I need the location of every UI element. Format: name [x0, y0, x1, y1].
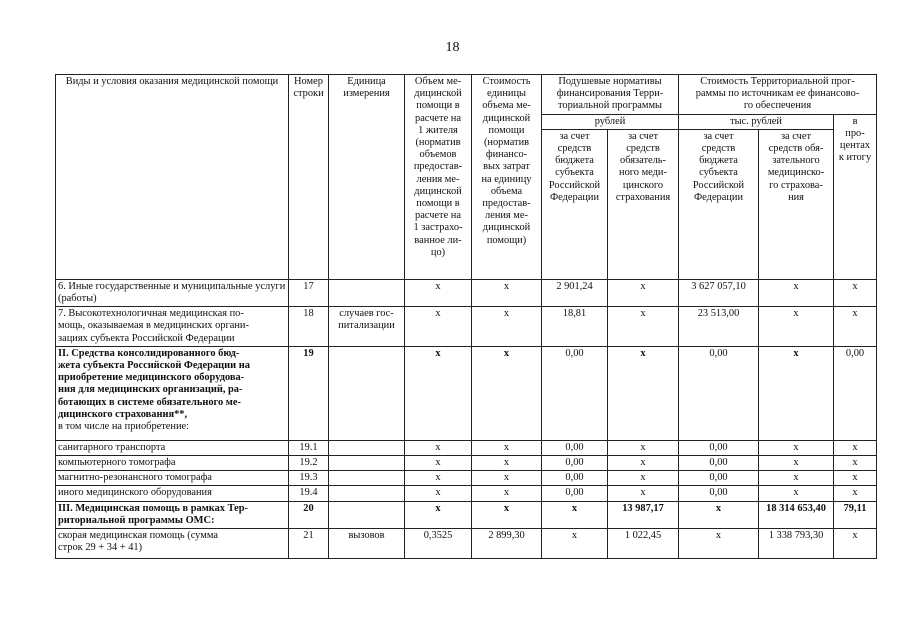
row-label: магнитно-резонансного томографа [56, 471, 289, 486]
row-volume: х [405, 456, 472, 471]
table-row [56, 307, 877, 347]
row-unit [329, 279, 405, 306]
row-number: 21 [289, 529, 329, 559]
row-unit [329, 440, 405, 455]
row-label: санитарного транспорта [56, 440, 289, 455]
row-percent: х [834, 307, 877, 347]
header-total-budget: за счет средств бюджета субъекта Российской Федерации [679, 129, 759, 279]
row-percent: х [834, 486, 877, 501]
row-number: 19.2 [289, 456, 329, 471]
row-label-cell [56, 346, 289, 440]
row-total-oms: х [759, 486, 834, 501]
row-total-budget: 0,00 [679, 456, 759, 471]
row-total-budget: х [679, 529, 759, 559]
header-unit-thousand-rub: тыс. рублей [679, 114, 834, 129]
row-cost: х [472, 307, 542, 347]
row-total-budget: 0,00 [679, 471, 759, 486]
row-total-oms: х [759, 440, 834, 455]
row-total-budget: 0,00 [679, 346, 759, 440]
row-norm-budget: 0,00 [542, 440, 608, 455]
row-norm-oms: х [608, 346, 679, 440]
row-number: 19.1 [289, 440, 329, 455]
header-percent: в про- центах к итогу [834, 114, 877, 279]
row-norm-oms: х [608, 440, 679, 455]
row-total-budget: 0,00 [679, 486, 759, 501]
row-unit: вызовов [329, 529, 405, 559]
header-cost: Стоимость единицы объема ме- дицинской помощи (норматив финансо- вых затрат на единицу объема предостав- ления ме- дицинской помощи) [472, 75, 542, 280]
row-norm-budget: 2 901,24 [542, 279, 608, 306]
row-total-oms: х [759, 307, 834, 347]
row-percent: х [834, 279, 877, 306]
row-volume: х [405, 501, 472, 528]
row-cost: х [472, 486, 542, 501]
row-label: II. Средства консолидированного бюд- жета субъекта Российской Федерации на приобретение медицинского оборудова- ния для медицинских организаций, ра- ботающих в системе обязательного ме- дицинского страхования**, [58, 347, 250, 420]
row-norm-oms: х [608, 471, 679, 486]
row-unit [329, 346, 405, 440]
row-percent: х [834, 471, 877, 486]
row-total-budget: х [679, 501, 759, 528]
row-cost: 2 899,30 [472, 529, 542, 559]
row-total-budget: 3 627 057,10 [679, 279, 759, 306]
row-norm-budget: х [542, 529, 608, 559]
row-total-budget: 23 513,00 [679, 307, 759, 347]
table-row [56, 440, 877, 455]
row-norm-oms: 13 987,17 [608, 501, 679, 528]
row-unit [329, 456, 405, 471]
row-unit [329, 501, 405, 528]
row-percent: х [834, 440, 877, 455]
header-unit: Единица измерения [329, 75, 405, 280]
row-norm-oms: 1 022,45 [608, 529, 679, 559]
row-cost: х [472, 346, 542, 440]
row-percent: 0,00 [834, 346, 877, 440]
row-number: 20 [289, 501, 329, 528]
row-norm-oms: х [608, 486, 679, 501]
table-row [56, 471, 877, 486]
row-volume: х [405, 279, 472, 306]
row-cost: х [472, 501, 542, 528]
table-row [56, 501, 877, 528]
row-label: III. Медицинская помощь в рамках Тер- риториальной программы ОМС: [56, 501, 289, 528]
row-norm-oms: х [608, 456, 679, 471]
row-norm-budget: 0,00 [542, 471, 608, 486]
row-total-oms: х [759, 456, 834, 471]
row-volume: х [405, 486, 472, 501]
row-cost: х [472, 440, 542, 455]
row-volume: х [405, 307, 472, 347]
header-volume: Объем ме- дицинской помощи в расчете на 1 жителя (норматив объемов предостав- ления ме- дицинской помощи в расчете на 1 застрахо- ванное ли- цо) [405, 75, 472, 280]
row-total-oms: х [759, 471, 834, 486]
row-norm-budget: 0,00 [542, 456, 608, 471]
row-label: скорая медицинская помощь (сумма строк 29 + 34 + 41) [56, 529, 289, 559]
row-volume: х [405, 346, 472, 440]
table-row [56, 346, 877, 440]
row-label: 6. Иные государственные и муниципальные услуги (работы) [56, 279, 289, 306]
row-label: 7. Высокотехнологичная медицинская по- мощь, оказываемая в медицинских органи- зациях субъекта Российской Федерации [56, 307, 289, 347]
row-unit [329, 486, 405, 501]
row-number: 17 [289, 279, 329, 306]
table-row [56, 529, 877, 559]
page-number: 18 [445, 40, 460, 55]
row-norm-oms: х [608, 279, 679, 306]
row-volume: х [405, 471, 472, 486]
header-row-number: Номер строки [289, 75, 329, 280]
header-total-oms: за счет средств обя- зательного медицинско- го страхова- ния [759, 129, 834, 279]
row-number: 19.3 [289, 471, 329, 486]
row-unit: случаев гос- питализации [329, 307, 405, 347]
row-unit [329, 471, 405, 486]
row-number: 18 [289, 307, 329, 347]
header-kind: Виды и условия оказания медицинской помощи [56, 75, 289, 280]
row-percent: х [834, 456, 877, 471]
header-unit-rub: рублей [542, 114, 679, 129]
financing-table [55, 74, 877, 559]
row-norm-budget: х [542, 501, 608, 528]
row-cost: х [472, 456, 542, 471]
row-total-oms: 18 314 653,40 [759, 501, 834, 528]
row-total-budget: 0,00 [679, 440, 759, 455]
row-cost: х [472, 279, 542, 306]
row-norm-budget: 18,81 [542, 307, 608, 347]
row-label-extra: в том числе на приобретение: [58, 421, 190, 433]
row-total-oms: 1 338 793,30 [759, 529, 834, 559]
row-percent: х [834, 529, 877, 559]
header-norm-oms: за счет средств обязатель- ного меди- цинского страхования [608, 129, 679, 279]
row-volume: х [405, 440, 472, 455]
row-label: иного медицинского оборудования [56, 486, 289, 501]
header-cost-group: Стоимость Территориальной прог- раммы по источникам ее финансово- го обеспечения [679, 75, 877, 115]
header-norms-group: Подушевые нормативы финансирования Терри- ториальной программы [542, 75, 679, 115]
row-number: 19 [289, 346, 329, 440]
row-percent: 79,11 [834, 501, 877, 528]
row-cost: х [472, 471, 542, 486]
table-row [56, 486, 877, 501]
row-total-oms: х [759, 346, 834, 440]
row-norm-oms: х [608, 307, 679, 347]
row-volume: 0,3525 [405, 529, 472, 559]
header-norm-budget: за счет средств бюджета субъекта Российской Федерации [542, 129, 608, 279]
table-row [56, 456, 877, 471]
row-label: компьютерного томографа [56, 456, 289, 471]
row-total-oms: х [759, 279, 834, 306]
table-row [56, 279, 877, 306]
row-number: 19.4 [289, 486, 329, 501]
row-norm-budget: 0,00 [542, 486, 608, 501]
row-norm-budget: 0,00 [542, 346, 608, 440]
